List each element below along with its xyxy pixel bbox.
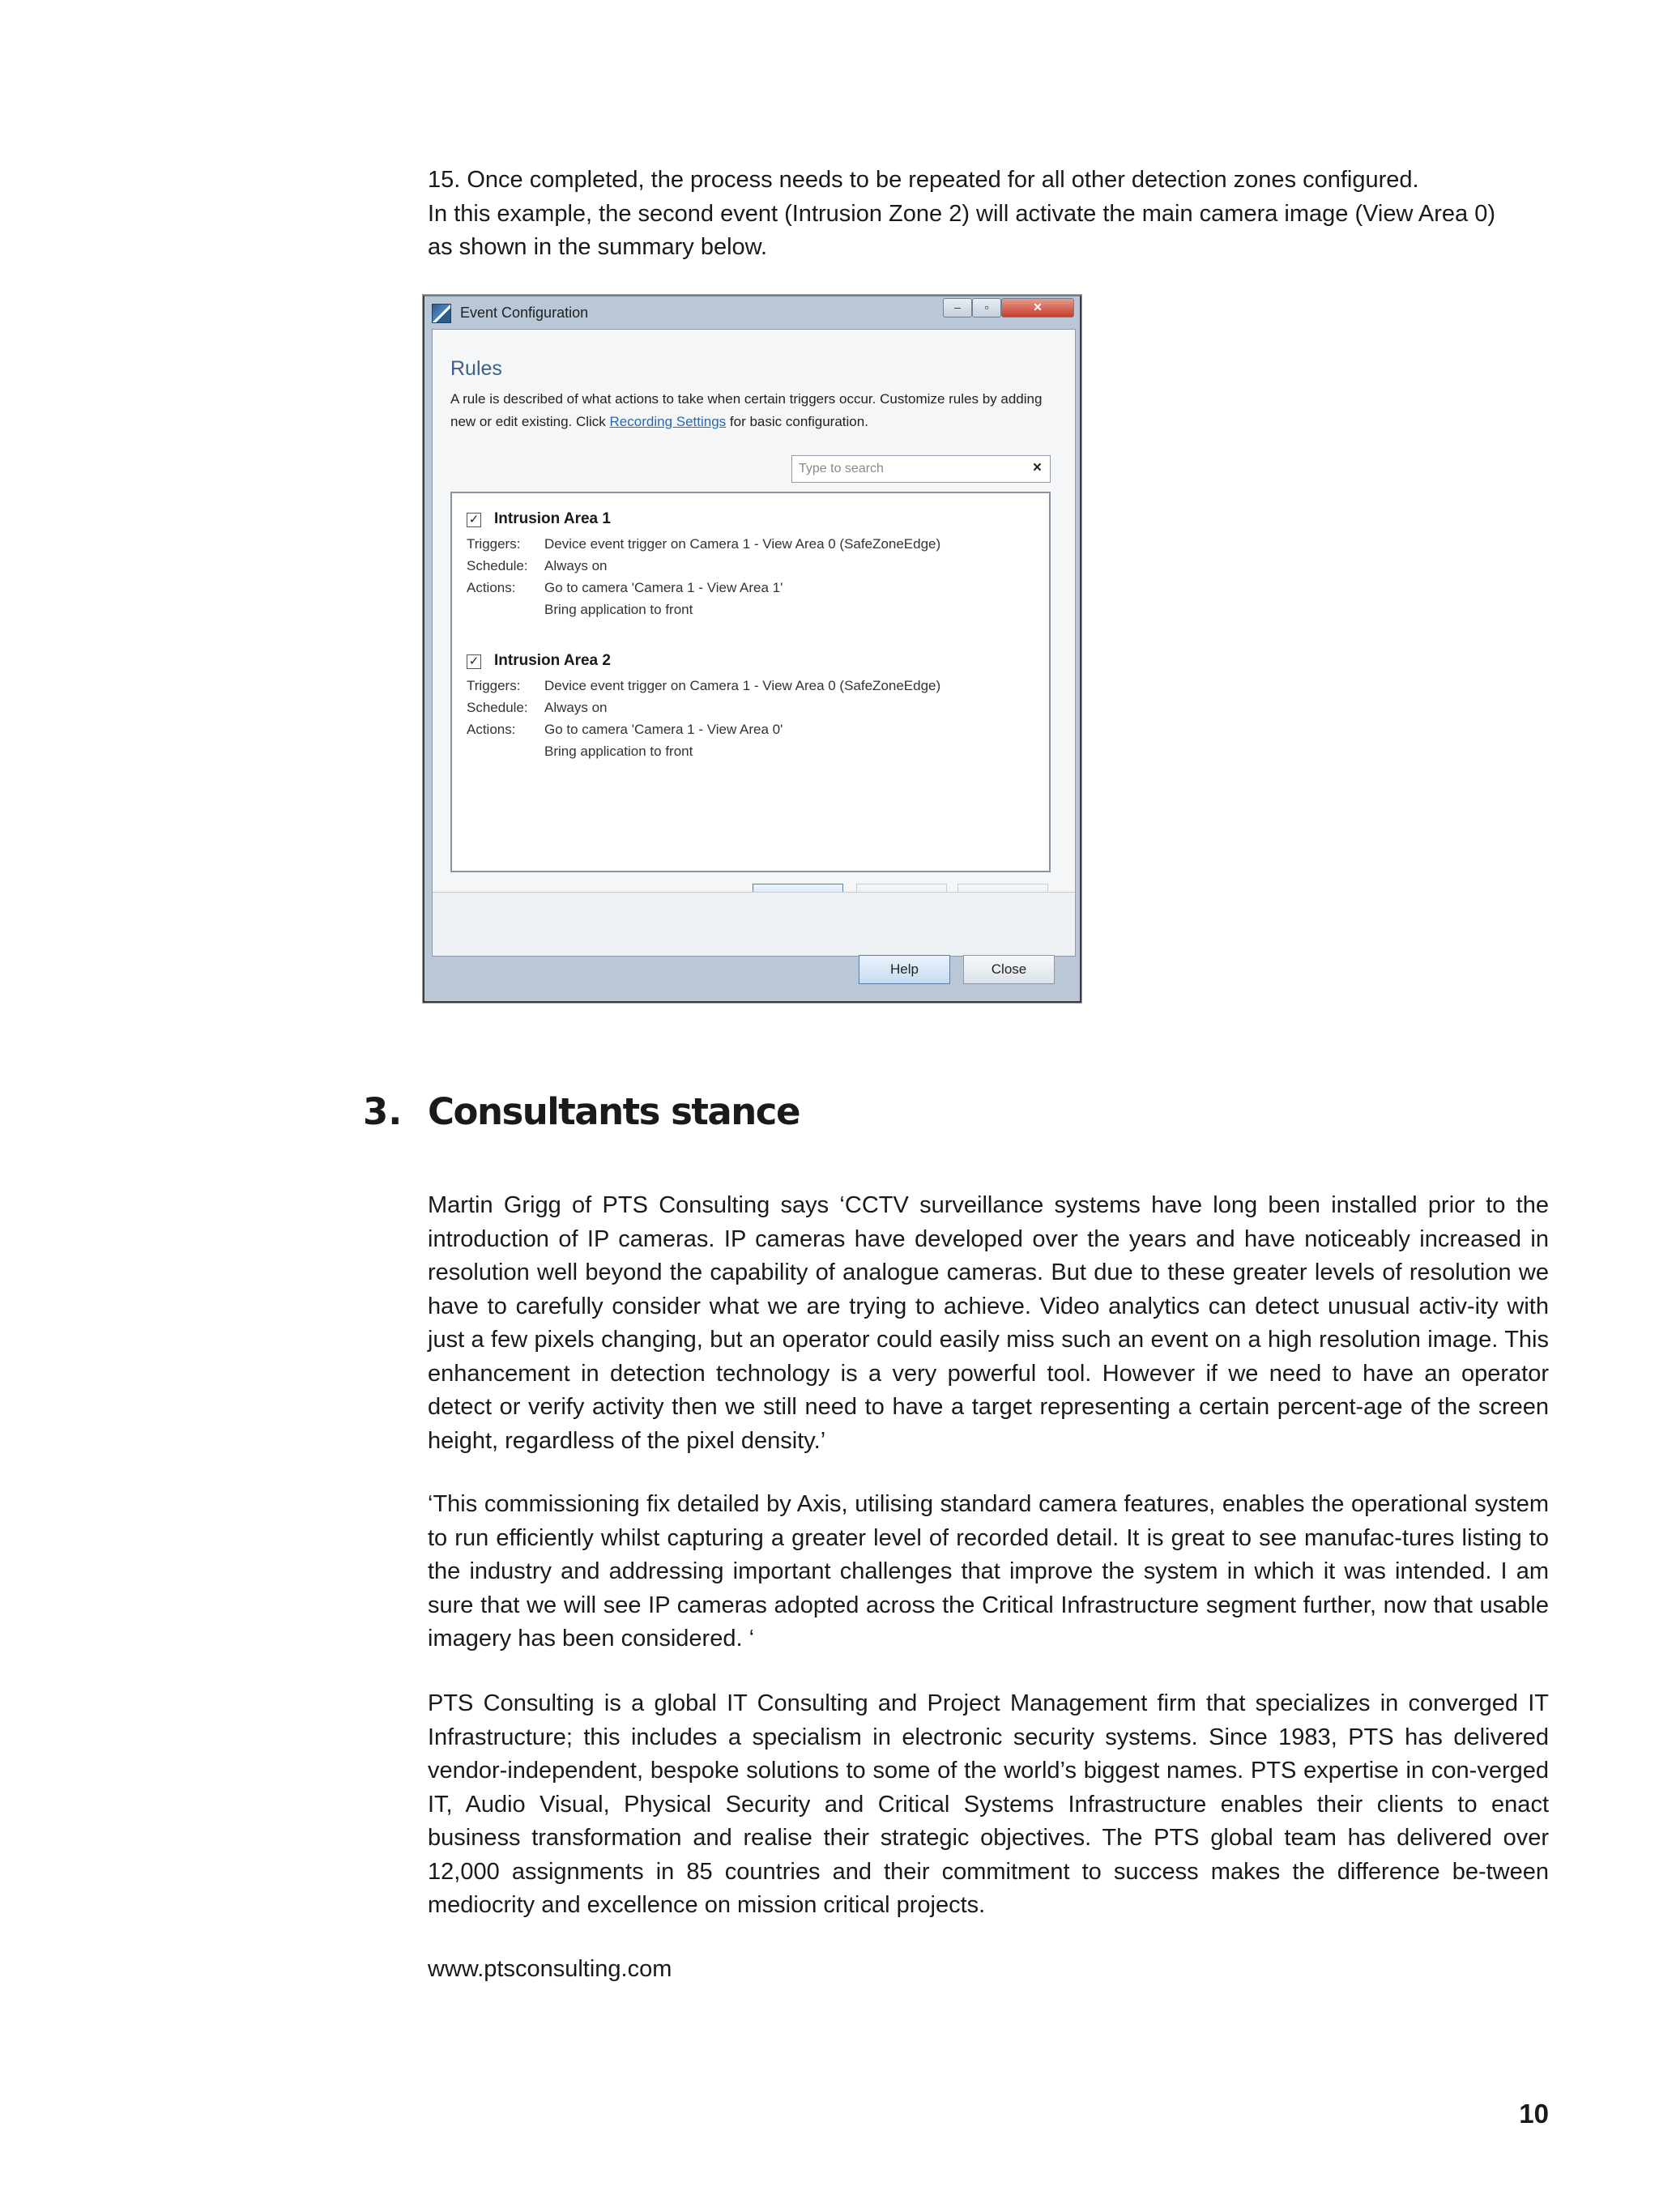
- intro-line-1: 15. Once completed, the process needs to be repeated for all other detection zones configured.: [428, 167, 1419, 193]
- website-url[interactable]: www.ptsconsulting.com: [428, 1956, 672, 1982]
- action-value: Go to camera 'Camera 1 - View Area 1': [544, 580, 783, 595]
- clear-search-icon[interactable]: ×: [1032, 459, 1042, 476]
- help-button[interactable]: Help: [859, 955, 950, 984]
- paragraph-quote-1: Martin Grigg of PTS Consulting says ‘CCTV surveillance systems have long been installed prior to the introduction of IP cameras. IP cameras have developed over the years and have noticeably increased in resolution well beyond the capability of analogue cameras. But due to these greater levels of resolution we have to carefully consider what we are trying to achieve. Video analytics can detect unusual activ-ity with just a few pixels changing, but an operator could easily miss such an event on a high resolution image. This enhancement in detection technology is a very powerful tool. However if we need to have an operator detect or verify activity then we still need to have a target representing a certain percent-age of the screen height, regardless of the pixel density.’: [428, 1192, 1549, 1454]
- rules-description-text: A rule is described of what actions to take when certain triggers occur. Customize rules by adding new or edit existing. Click: [450, 391, 1043, 429]
- triggers-label: Triggers:: [467, 536, 521, 552]
- rules-description-tail: for basic configuration.: [726, 414, 868, 429]
- actions-label: Actions:: [467, 580, 516, 595]
- event-configuration-screenshot: [423, 295, 1081, 1003]
- rules-heading: Rules: [450, 357, 502, 380]
- window-title: Event Configuration: [460, 305, 589, 321]
- action-value: Go to camera 'Camera 1 - View Area 0': [544, 722, 783, 737]
- intro-line-3: as shown in the summary below.: [428, 234, 768, 260]
- section-number: 3.: [363, 1090, 403, 1133]
- paragraph-company: PTS Consulting is a global IT Consulting and Project Management firm that specializes in converged IT Infrastructure; this includes a specialism in electronic security systems. Since 1983, PTS has delivered vendor-independent, bespoke solutions to some of the world’s biggest names. PTS expertise in con-verged IT, Audio Visual, Physical Security and Critical Systems Infrastructure enables their clients to enact business transformation and realise their strategic objectives. The PTS global team has delivered over 12,000 assignments in 85 countries and their commitment to success makes the difference be-tween mediocrity and excellence on mission critical projects.: [428, 1690, 1549, 1918]
- intro-text: [428, 164, 1549, 265]
- triggers-value: Device event trigger on Camera 1 - View Area 0 (SafeZoneEdge): [544, 678, 941, 693]
- paragraph-quote-2: ‘This commissioning fix detailed by Axis, utilising standard camera features, enables the operational system to run efficiently whilst capturing a greater level of recorded detail. It is great to see manufac-tures listing to the industry and addressing important challenges that improve the system in which it was intended. I am sure that we will see IP cameras adopted across the Critical Infrastructure segment further, now that usable imagery has been considered. ‘: [428, 1491, 1549, 1652]
- dialog-footer: [433, 892, 1075, 956]
- close-button[interactable]: Close: [963, 955, 1055, 984]
- search-input[interactable]: [791, 455, 1051, 483]
- window-close-button[interactable]: ✕: [1001, 298, 1074, 318]
- rule-checkbox[interactable]: ✓: [467, 513, 481, 527]
- intro-line-2: In this example, the second event (Intrusion Zone 2) will activate the main camera image (View Area 0): [428, 200, 1495, 227]
- rule-checkbox[interactable]: ✓: [467, 654, 481, 669]
- search-placeholder: Type to search: [799, 462, 884, 475]
- rule-name: Intrusion Area 2: [494, 652, 611, 669]
- dialog-client-area: [432, 329, 1076, 977]
- actions-label: Actions:: [467, 722, 516, 737]
- schedule-value: Always on: [544, 558, 608, 573]
- rules-description: [450, 388, 1050, 433]
- action-value: Bring application to front: [544, 744, 693, 759]
- page-number: 10: [1519, 2099, 1549, 2129]
- recording-settings-link[interactable]: Recording Settings: [609, 414, 727, 429]
- triggers-value: Device event trigger on Camera 1 - View Area 0 (SafeZoneEdge): [544, 536, 941, 552]
- minimize-button[interactable]: –: [943, 298, 972, 318]
- maximize-button[interactable]: ▫: [972, 298, 1001, 318]
- action-value: Bring application to front: [544, 602, 693, 617]
- schedule-label: Schedule:: [467, 700, 528, 715]
- app-icon: [432, 304, 451, 323]
- window-titlebar: [424, 296, 1080, 324]
- schedule-value: Always on: [544, 700, 608, 715]
- rule-name: Intrusion Area 1: [494, 510, 611, 527]
- section-title: Consultants stance: [428, 1090, 800, 1133]
- rules-list: [450, 492, 1051, 872]
- schedule-label: Schedule:: [467, 558, 528, 573]
- triggers-label: Triggers:: [467, 678, 521, 693]
